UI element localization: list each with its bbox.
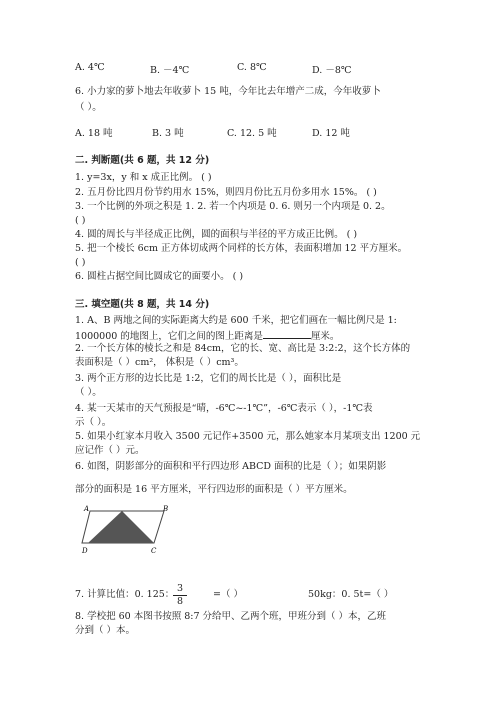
q6-line1: 6. 小力家的萝卜地去年收萝卜 15 吨，今年比去年增产二成，今年收萝卜 bbox=[75, 86, 381, 97]
judge-q3: 3. 一个比例的外项之积是 1. 2. 若一个内项是 0. 6. 则另一个内项是 0. 2。 bbox=[75, 201, 391, 212]
q5-option-b: B. －4℃ bbox=[150, 65, 190, 76]
vertex-label-d: D bbox=[82, 547, 88, 555]
fill-q3: 3. 两个正方形的边长比是 1:2，它们的周长比是（ ），面积比是 bbox=[75, 373, 342, 384]
fill-q5-line1: 5. 如果小红家本月收入 3500 元记作+3500 元，那么她家本月某项支出 1200 元 bbox=[75, 431, 421, 442]
parallelogram-figure bbox=[80, 503, 170, 555]
fill-q8-line2: 分到（ ）本。 bbox=[75, 625, 136, 636]
judge-q4: 4. 圆的周长与半径成正比例，圆的面积与半径的平方成正比例。 ( ) bbox=[75, 229, 358, 240]
fraction-denominator: 8 bbox=[176, 596, 184, 607]
vertex-label-a: A bbox=[84, 505, 90, 513]
section-2-title: 二. 判断题(共 6 题，共 12 分) bbox=[75, 155, 210, 166]
fraction-three-eighths bbox=[173, 583, 187, 608]
fill-q6-line2: 部分的面积是 16 平方厘米，平行四边形的面积是（ ）平方厘米。 bbox=[75, 484, 353, 495]
section-3-title: 三. 填空题(共 8 题，共 14 分) bbox=[75, 299, 210, 310]
q5-option-d: D. －8℃ bbox=[312, 65, 352, 76]
fill-q4-line2: 示（ ）。 bbox=[75, 417, 112, 428]
fill-q1-line1: 1. A、B 两地之间的实际距离大约是 600 千米，把它们画在一幅比例尺是 1: bbox=[75, 315, 397, 326]
q6-option-c: C. 12. 5 吨 bbox=[227, 128, 277, 139]
fill-q1-line2 bbox=[75, 329, 339, 343]
judge-q3-bracket: ( ) bbox=[75, 215, 86, 226]
judge-q5-bracket: ( ) bbox=[75, 257, 86, 268]
judge-q6: 6. 圆柱占据空间比圆成它的面要小。 ( ) bbox=[75, 271, 244, 282]
q6-option-b: B. 3 吨 bbox=[152, 128, 184, 139]
vertex-label-c: C bbox=[151, 547, 157, 555]
shaded-triangle bbox=[88, 511, 154, 543]
fill-q3-line2: （ ）。 bbox=[75, 387, 102, 398]
q5-option-c: C. 8℃ bbox=[237, 62, 267, 73]
fill-q7-text: 7. 计算比值：0. 125： bbox=[75, 589, 175, 600]
vertex-label-b: B bbox=[163, 505, 169, 513]
q6-line2: （ ）。 bbox=[75, 102, 102, 113]
fraction-numerator: 3 bbox=[173, 583, 187, 596]
fill-q5-line2: 应记作（ ）元。 bbox=[75, 445, 145, 456]
judge-q5: 5. 把一个棱长 6cm 正方体切成两个同样的长方体，表面积增加 12 平方厘米。 bbox=[75, 243, 408, 254]
judge-q2: 2. 五月份比四月份节约用水 15%，则四月份比五月份多用水 15%。 ( ) bbox=[75, 187, 377, 198]
judge-q1: 1. y=3x，y 和 x 成正比例。 ( ) bbox=[75, 172, 212, 183]
fill-q7-part2: 50kg：0. 5t=（ ） bbox=[308, 589, 394, 600]
q5-option-a: A. 4℃ bbox=[75, 62, 105, 73]
fill-q6-line1: 6. 如图，阴影部分的面积和平行四边形 ABCD 面积的比是（ ）；如果阴影 bbox=[75, 461, 387, 472]
q6-option-d: D. 12 吨 bbox=[312, 128, 350, 139]
fill-q1-text: 1000000 的地图上，它们之间的图上距离是 bbox=[75, 331, 263, 342]
fill-q1-unit: 厘米。 bbox=[310, 331, 340, 342]
fill-q2-line1: 2. 一个长方体的棱长之和是 84cm，它的长、宽、高比是 3:2:2，这个长方体的 bbox=[75, 343, 411, 354]
fill-q4-line1: 4. 某一天某市的天气预报是“晴，-6℃~-1℃”，-6℃表示（ ），-1℃表 bbox=[75, 403, 373, 414]
fill-q7-answer: =（ ） bbox=[213, 589, 243, 600]
fill-q8-line1: 8. 学校把 60 本图书按照 8:7 分给甲、乙两个班，甲班分到（ ）本，乙班 bbox=[75, 611, 387, 622]
q6-option-a: A. 18 吨 bbox=[75, 128, 113, 139]
fill-q2-line2: 表面积是（ ）cm²， 体积是（ ）cm³。 bbox=[75, 357, 244, 368]
answer-blank bbox=[263, 329, 311, 339]
